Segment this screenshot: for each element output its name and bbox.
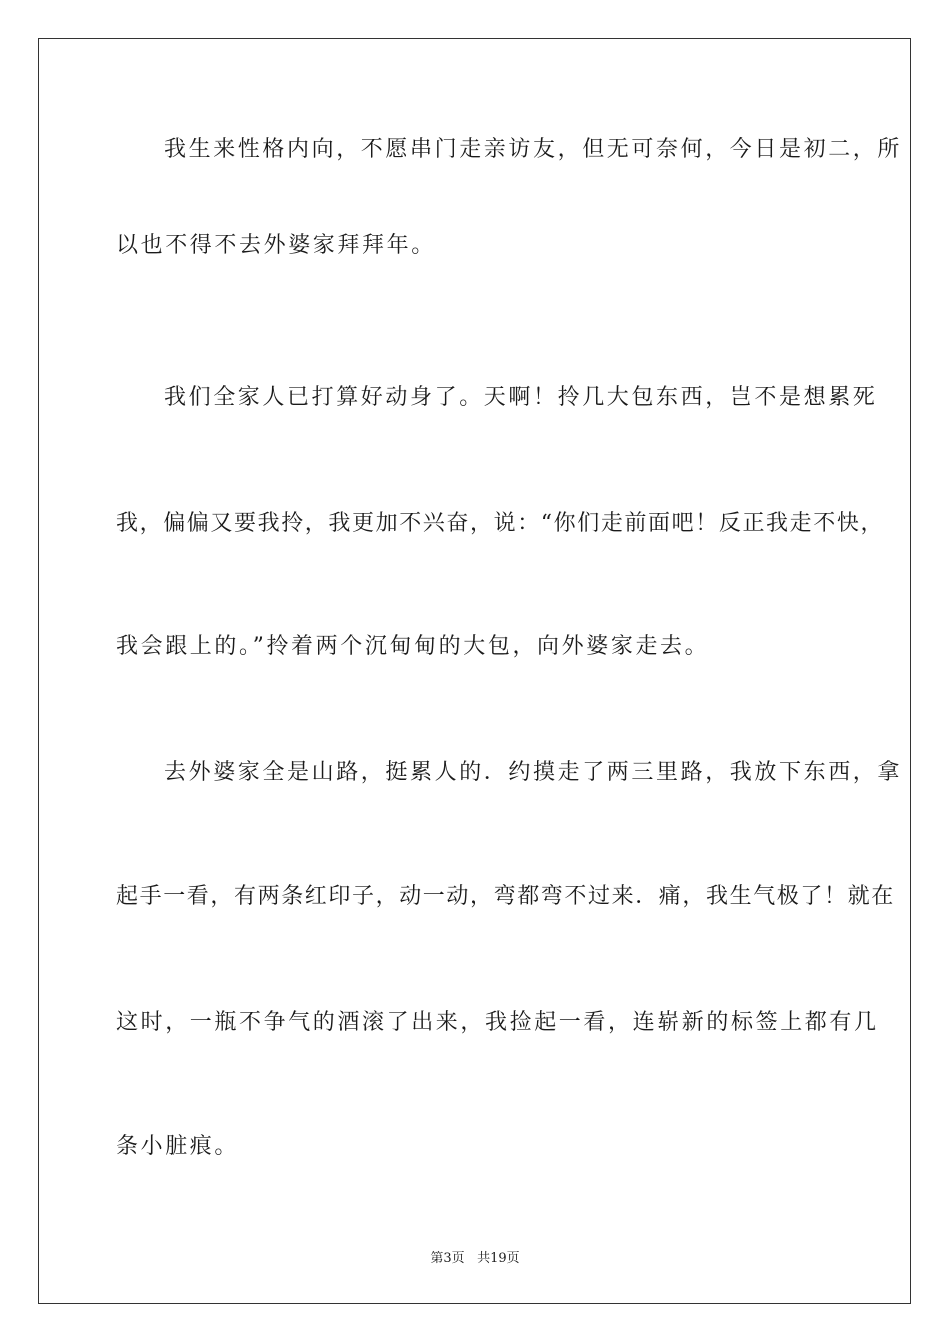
text-line: 我生来性格内向，不愿串门走亲访友，但无可奈何，今日是初二，所 bbox=[164, 137, 903, 162]
text-line: 我们全家人已打算好动身了。天啊！拎几大包东西，岂不是想累死 bbox=[164, 385, 878, 410]
text-line: 我会跟上的。”拎着两个沉甸甸的大包，向外婆家走去。 bbox=[116, 634, 710, 659]
text-line: 条小脏痕。 bbox=[116, 1134, 240, 1159]
text-line: 去外婆家全是山路，挺累人的．约摸走了两三里路，我放下东西，拿 bbox=[164, 760, 903, 785]
page-footer bbox=[0, 1247, 950, 1266]
page-border bbox=[38, 38, 911, 1304]
page-number: 第3页 bbox=[430, 1251, 465, 1266]
text-line: 以也不得不去外婆家拜拜年。 bbox=[116, 233, 436, 258]
text-line: 这时，一瓶不争气的酒滚了出来，我捡起一看，连崭新的标签上都有几 bbox=[116, 1010, 879, 1035]
page-total: 共19页 bbox=[477, 1251, 520, 1266]
text-line: 起手一看，有两条红印子，动一动，弯都弯不过来．痛，我生气极了！就在 bbox=[116, 884, 895, 909]
text-line: 我，偏偏又要我拎，我更加不兴奋，说：“你们走前面吧！反正我走不快， bbox=[116, 511, 885, 536]
